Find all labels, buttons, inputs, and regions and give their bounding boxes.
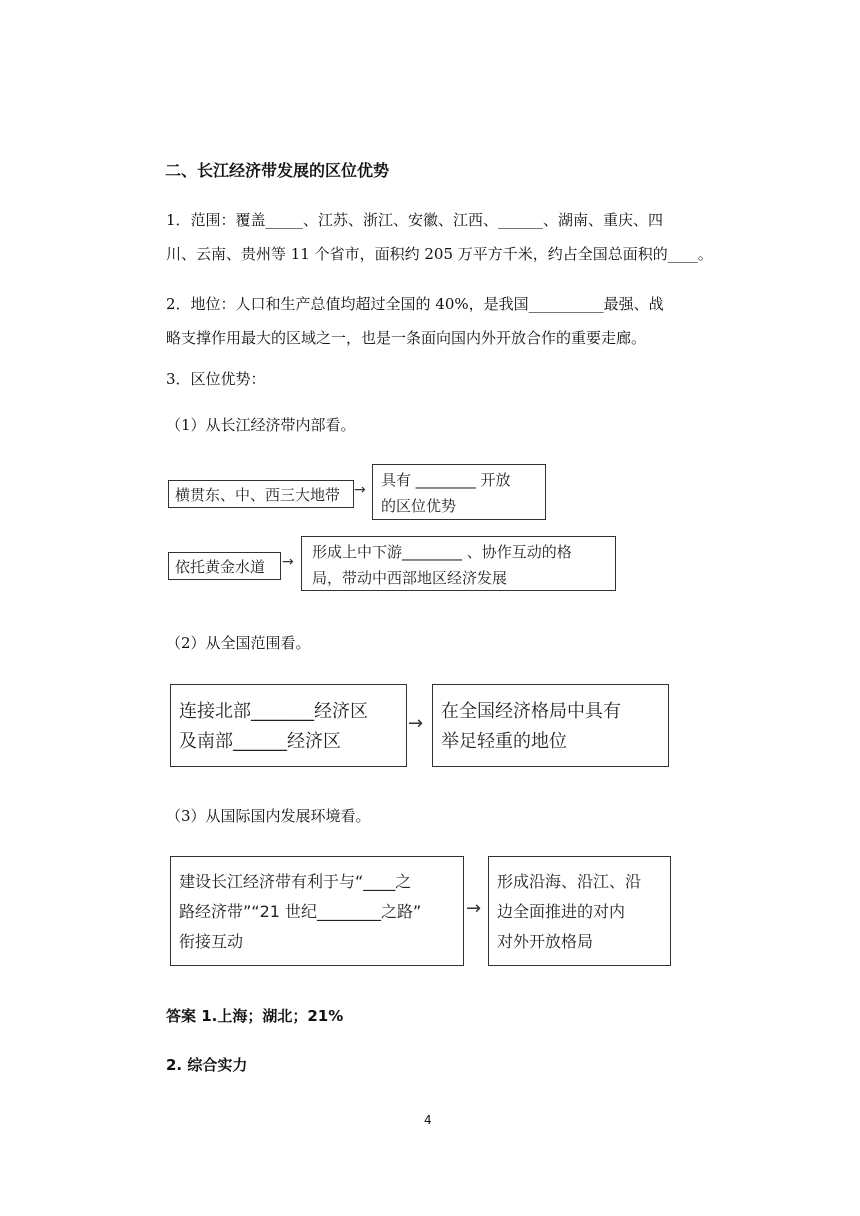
subheading-national: （2）从全国范围看。	[166, 634, 311, 652]
diagram4-left-line3: 衔接互动	[179, 932, 244, 951]
section-title: 二、长江经济带发展的区位优势	[165, 161, 390, 180]
diagram2-right-line2: 局，带动中西部地区经济发展	[312, 569, 508, 587]
diagram3-left-line2: 及南部______经济区	[179, 731, 341, 752]
diagram3-right-line2: 举足轻重的地位	[441, 731, 567, 752]
subheading-international: （3）从国际国内发展环境看。	[166, 807, 371, 825]
diagram1-left-box	[168, 480, 354, 508]
arrow-right-icon: →	[282, 554, 294, 570]
diagram4-right-line3: 对外开放格局	[497, 932, 594, 951]
paragraph-status-line2: 略支撑作用最大的区域之一，也是一条面向国内外开放合作的重要走廊。	[166, 329, 647, 347]
diagram4-right-line2: 边全面推进的对内	[497, 902, 626, 921]
paragraph-advantage: 3．区位优势：	[166, 370, 266, 388]
diagram3-right-line1: 在全国经济格局中具有	[441, 701, 621, 722]
paragraph-scope-line2: 川、云南、贵州等 11 个省市，面积约 205 万平方千米，约占全国总面积的____。	[166, 245, 713, 263]
diagram4-left-line1: 建设长江经济带有利于与“____之	[179, 872, 412, 891]
diagram4-left-box	[170, 856, 464, 966]
paragraph-scope-line1: 1．范围：覆盖_____、江苏、浙江、安徽、江西、______、湖南、重庆、四	[166, 211, 664, 229]
diagram1-right-line2: 的区位优势	[381, 497, 457, 515]
diagram4-right-box	[488, 856, 671, 966]
diagram4-right-line1: 形成沿海、沿江、沿	[497, 872, 642, 891]
paragraph-status	[166, 287, 734, 355]
diagram2-left-text: 依托黄金水道	[175, 558, 266, 576]
diagram2-right-box	[301, 536, 616, 591]
page-number: 4	[424, 1113, 432, 1127]
diagram2-right-line1: 形成上中下游________ 、协作互动的格	[312, 543, 572, 561]
diagram4-left-line2: 路经济带”“21 世纪________之路”	[179, 902, 422, 921]
answer-line: 答案 1.上海；湖北；21%	[166, 1007, 344, 1025]
arrow-right-icon: →	[466, 898, 482, 919]
subheading-internal: （1）从长江经济带内部看。	[166, 416, 356, 434]
paragraph-status-line1: 2．地位：人口和生产总值均超过全国的 40%，是我国__________最强、战	[166, 295, 664, 313]
arrow-right-icon: →	[408, 713, 424, 734]
diagram2-left-box	[168, 552, 281, 580]
diagram1-right-line1: 具有 ________ 开放	[381, 471, 511, 489]
diagram3-left-box	[170, 684, 407, 767]
diagram3-right-box	[432, 684, 669, 767]
paragraph-scope	[166, 203, 734, 271]
arrow-right-icon: →	[354, 482, 366, 498]
diagram1-right-box	[372, 464, 546, 520]
answer-item-2: 2. 综合实力	[166, 1056, 248, 1074]
diagram1-left-text: 横贯东、中、西三大地带	[175, 486, 341, 504]
diagram3-left-line1: 连接北部_______经济区	[179, 701, 368, 722]
